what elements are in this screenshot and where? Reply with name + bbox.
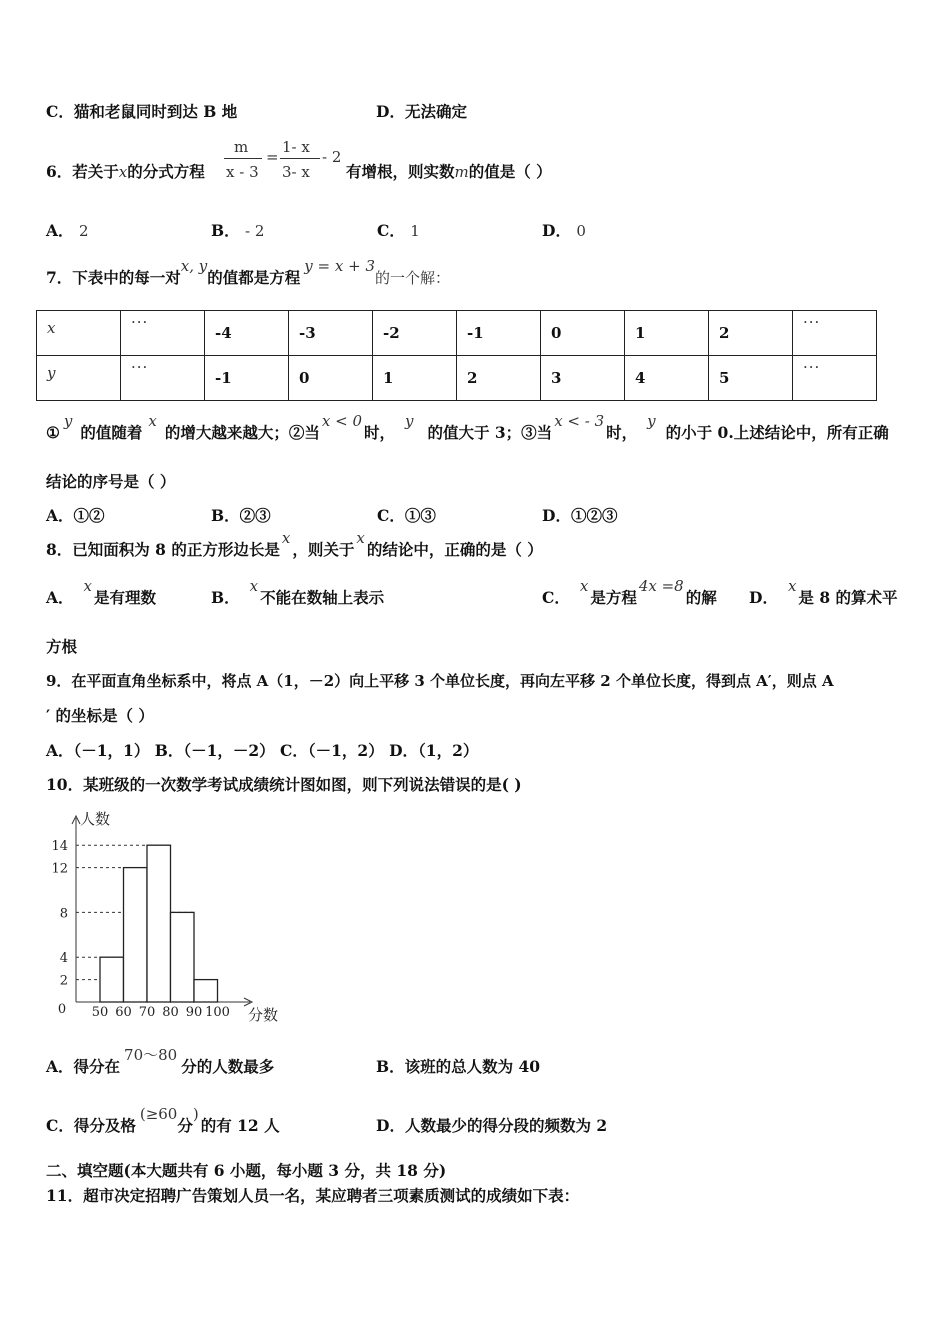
- table-cell: ···: [121, 311, 205, 356]
- table-cell: 2: [709, 311, 793, 356]
- y-tick-label: 2: [59, 973, 68, 989]
- q7-pair: x, y: [180, 257, 208, 275]
- q7-option-d: D．①②③: [542, 506, 618, 525]
- q9-stem: 9．在平面直角坐标系中，将点 A（1，－2）向上平移 3 个单位长度，再向左平移 2 个单位长度，得到点 A′，则点 A: [46, 672, 834, 690]
- q6-stem-suffix: 有增根，则实数m的值是（ ）: [346, 162, 552, 181]
- q9-stem-cont: ′ 的坐标是（ ）: [46, 706, 154, 725]
- q6-frac1-bar: [224, 158, 262, 159]
- q6-stem-prefix: 6．若关于x的分式方程: [46, 162, 205, 181]
- q8-option-a: A．x是有理数: [46, 577, 157, 607]
- q10-stem: 10．某班级的一次数学考试成绩统计图如图，则下列说法错误的是( ): [46, 775, 522, 794]
- table-cell: 5: [709, 356, 793, 401]
- q7-statements-cont: 结论的序号是（ ）: [46, 472, 176, 491]
- q7-equation: y = x + 3: [304, 257, 375, 275]
- table-cell: -3: [289, 311, 373, 356]
- table-cell: 1: [625, 311, 709, 356]
- var-x: x: [118, 163, 128, 181]
- x-tick-label: 90: [185, 1005, 203, 1020]
- q7-stem: 7．下表中的每一对x, y的值都是方程y = x + 3的一个解：: [46, 257, 450, 287]
- table-cell: x: [37, 311, 121, 356]
- histogram-bar: [171, 912, 195, 1002]
- origin-label: 0: [57, 1002, 67, 1017]
- histogram-chart: [40, 808, 300, 1028]
- histogram-bar: [194, 980, 218, 1002]
- x-tick-label: 70: [138, 1005, 156, 1020]
- q6-option-a: A． 2: [46, 221, 89, 240]
- q6-frac1-den: x - 3: [226, 163, 259, 181]
- q10-option-c: C．得分及格(≥60分)的有 12 人: [46, 1105, 280, 1135]
- q10-option-b: B．该班的总人数为 40: [376, 1057, 541, 1076]
- q10-option-a: A．得分在70～80分的人数最多: [46, 1046, 275, 1076]
- q5-option-c: C．猫和老鼠同时到达 B 地: [46, 102, 238, 121]
- histogram-bar: [147, 845, 171, 1002]
- q8-option-d: D．x是 8 的算术平: [749, 577, 898, 607]
- y-axis-label: 人数: [80, 810, 111, 828]
- q11-stem: 11．超市决定招聘广告策划人员一名，某应聘者三项素质测试的成绩如下表：: [46, 1186, 580, 1205]
- table-cell: 4: [625, 356, 709, 401]
- table-cell: -4: [205, 311, 289, 356]
- q7-table: [36, 310, 877, 401]
- table-cell: 0: [289, 356, 373, 401]
- q6-frac2-bar: [280, 158, 320, 159]
- table-cell: ···: [121, 356, 205, 401]
- table-cell: 1: [373, 356, 457, 401]
- q6-frac1-num: m: [234, 138, 249, 156]
- q8-option-c: C．x是方程4x =8的解: [542, 577, 717, 607]
- x-tick-label: 50: [91, 1005, 109, 1020]
- var-m: m: [454, 163, 469, 181]
- q7-option-a: A．①②: [46, 506, 105, 525]
- y-tick-label: 14: [51, 839, 68, 855]
- x-tick-label: 80: [162, 1005, 179, 1020]
- q6-option-b: B． - 2: [211, 221, 265, 240]
- q8-option-d-cont: 方根: [46, 637, 78, 656]
- y-tick-label: 4: [59, 951, 68, 967]
- table-cell: y: [37, 356, 121, 401]
- q6-option-d: D． 0: [542, 221, 586, 240]
- table-cell: -2: [373, 311, 457, 356]
- table-cell: 2: [457, 356, 541, 401]
- q9-options: A．（－1，1） B．（－1，－2） C．（－1，2） D．（1，2）: [46, 741, 479, 760]
- q6-equals: =: [266, 148, 279, 166]
- x-tick-label: 100: [205, 1005, 230, 1020]
- q6-const: - 2: [322, 148, 342, 166]
- q6-frac2-num: 1- x: [282, 138, 310, 156]
- q7-statements: ①y的值随着x的增大越来越大；②当x < 0时，y的值大于 3；③当x < - 3时，y的小于 0.上述结论中，所有正确: [46, 412, 889, 442]
- q7-option-b: B．②③: [211, 506, 271, 525]
- section-heading: 二、填空题(本大题共有 6 小题，每小题 3 分，共 18 分): [46, 1161, 447, 1180]
- q7-option-c: C．①③: [377, 506, 436, 525]
- x-tick-label: 60: [115, 1005, 132, 1020]
- q6-frac2-den: 3- x: [282, 163, 310, 181]
- q5-option-d: D．无法确定: [376, 102, 467, 121]
- table-cell: ···: [793, 356, 877, 401]
- histogram-bar: [124, 868, 148, 1002]
- histogram-bar: [100, 957, 124, 1002]
- x-axis-label: 分数: [248, 1006, 279, 1024]
- y-tick-label: 12: [51, 861, 68, 877]
- table-cell: 3: [541, 356, 625, 401]
- q8-option-b: B．x不能在数轴上表示: [211, 577, 385, 607]
- table-cell: 0: [541, 311, 625, 356]
- table-row: [37, 356, 877, 401]
- table-row: [37, 311, 877, 356]
- q8-stem: 8．已知面积为 8 的正方形边长是x，则关于x的结论中，正确的是（ ）: [46, 529, 543, 559]
- table-cell: ···: [793, 311, 877, 356]
- table-cell: -1: [205, 356, 289, 401]
- q10-option-d: D．人数最少的得分段的频数为 2: [376, 1116, 608, 1135]
- y-tick-label: 8: [59, 906, 68, 922]
- q6-option-c: C． 1: [377, 221, 420, 240]
- table-cell: -1: [457, 311, 541, 356]
